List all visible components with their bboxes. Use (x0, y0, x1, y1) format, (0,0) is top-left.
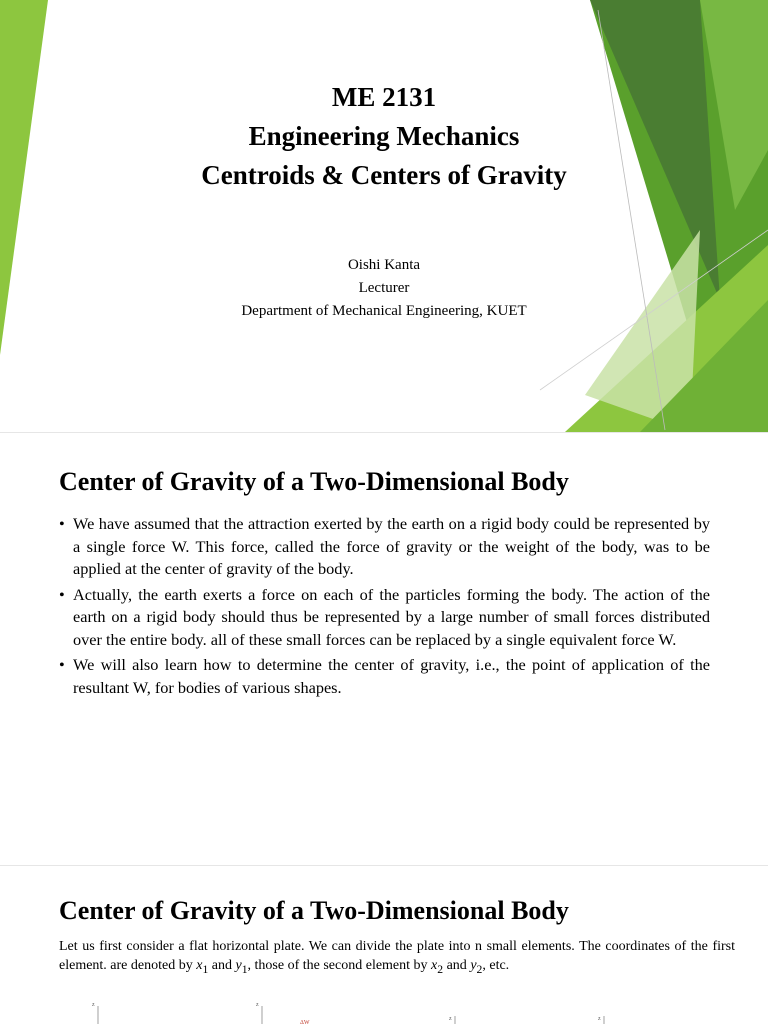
bullet-icon: • (59, 584, 65, 604)
title-slide (0, 0, 768, 432)
paragraph-text: , those of the second element by (247, 957, 432, 973)
bullet-text: Actually, the earth exerts a force on each of the particles forming the body. The action of the earth on a rigid body should thus be represented by a large number of small forces distributed over the entire body. all of these small forces can be replaced by a single equivalent force W. (73, 584, 710, 649)
course-code: ME 2131 (331, 82, 437, 112)
bullet-icon: • (59, 514, 65, 533)
bullet-text: We have assumed that the attraction exerted by the earth on a rigid body could be represented by a single force W. This force, called the force of gravity or the weight of the body, was to be applied at the center of gravity of the body. (73, 514, 710, 578)
bullet-item (59, 584, 710, 652)
axis-label: z (256, 1002, 259, 1008)
paragraph-text: Let us first consider a flat horizontal plate. We can divide the plate into n small elements. The coordinates of the first element. are denoted by (59, 939, 735, 973)
axis-label: z (598, 1016, 601, 1022)
bullet-item (59, 654, 710, 699)
slide-heading: Center of Gravity of a Two-Dimensional Body (59, 467, 569, 496)
paragraph-text: , etc. (482, 957, 510, 973)
bullet-icon: • (59, 655, 65, 674)
author-role: Lecturer (358, 280, 410, 296)
author-affiliation: Department of Mechanical Engineering, KUET (241, 303, 527, 319)
author-block (0, 254, 768, 323)
math-sub: 1 (202, 962, 209, 976)
math-y: y (470, 957, 477, 973)
slide-heading: Center of Gravity of a Two-Dimensional Body (59, 896, 569, 925)
math-sub: 2 (476, 962, 483, 976)
topic-title: Centroids & Centers of Gravity (201, 160, 567, 190)
content-slide-2 (0, 866, 768, 1024)
axis-label: z (449, 1016, 452, 1022)
math-y: y (235, 957, 242, 973)
math-sub: 2 (437, 962, 444, 976)
slide-title (0, 78, 768, 195)
bullet-item (59, 513, 710, 581)
bullet-list (59, 513, 710, 702)
content-slide-1 (0, 433, 768, 865)
course-name: Engineering Mechanics (248, 121, 520, 151)
paragraph-text: and (208, 957, 236, 973)
math-sub: 1 (241, 962, 248, 976)
bullet-text: We will also learn how to determine the center of gravity, i.e., the point of application of the resultant W, for bodies of various shapes. (73, 655, 710, 697)
figure-note: ΔW (300, 1020, 310, 1024)
figure-axes (0, 1000, 768, 1024)
green-decoration (0, 0, 768, 432)
paragraph (59, 938, 735, 979)
author-name: Oishi Kanta (347, 257, 421, 273)
paragraph-text: and (443, 957, 471, 973)
axis-label: z (92, 1002, 95, 1008)
math-x: x (431, 957, 438, 973)
math-x: x (196, 957, 203, 973)
